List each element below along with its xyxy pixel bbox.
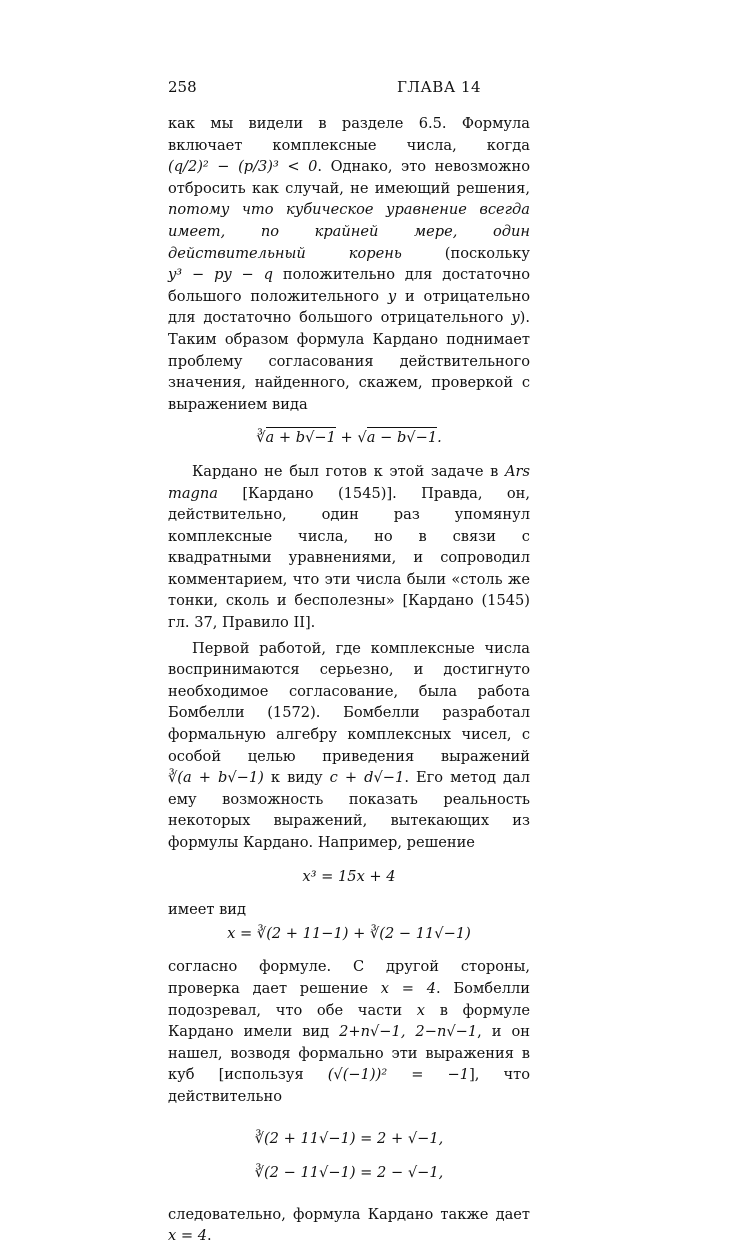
inline-formula: y (387, 287, 397, 305)
inline-formula: x = 4 (380, 979, 437, 997)
text-run: . (207, 1227, 212, 1245)
text-run: в формуле Кардано имели вид (168, 1001, 530, 1041)
inline-formula: 2+n√−1, 2−n√−1 (339, 1023, 478, 1041)
cube-root-sign: ∛ (256, 429, 266, 447)
formula-part: a − b (366, 429, 407, 447)
paragraph-2 (168, 461, 530, 634)
text-run: ], что действительно (168, 1066, 530, 1105)
text-run: Первой работой, где комплексные числа воспринимаются серьезно, и достигнуто необходимое согласование, была работа Бомбелли (1572). Бомбелли разработал формальную алгебру комплексных чисел, с особой целью приведения выражений (168, 639, 530, 765)
text-run: [Кардано (1545)]. Правда, он, действительно, один раз упомянул комплексные числа, но в связи с квадратными уравнениями, и сопроводил комментарием, что эти числа были «столь же тонки, сколь и бесполезны» [Кардано (1545) гл. 37, Правило II]. (168, 484, 530, 632)
display-equation-3: x = ∛(2 + 11−1) + ∛(2 − 11√−1) (227, 924, 471, 942)
display-equation-2: x³ = 15x + 4 (302, 867, 396, 885)
text-run: согласно формуле. С другой стороны, проверка дает решение (168, 958, 530, 997)
display-equation-4: ∛(2 + 11√−1) = 2 + √−1, (254, 1129, 444, 1147)
inline-formula: ∛(a + b√−1) (168, 769, 264, 787)
text-run: и отрицательно для достаточно большого отрицательного (168, 287, 530, 327)
text-run: . Его метод дал ему возможность показать реальность некоторых выражений, вытекающих из формулы Кардано. Например, решение (168, 769, 530, 851)
formula-part: −1 (314, 429, 336, 447)
text-run: как мы видели в разделе 6.5. Формула включает комплексные числа, когда (168, 115, 530, 154)
text-run: положительно для достаточно большого положительного (168, 266, 530, 305)
paragraph-6 (168, 1204, 530, 1247)
paragraph-1 (168, 113, 530, 415)
text-run: , и он нашел, возводя формально эти выражения в куб [используя (168, 1023, 530, 1084)
paragraph-5 (168, 956, 530, 1107)
inline-formula: x (416, 1001, 426, 1019)
text-run: (поскольку (401, 244, 530, 262)
formula-part: −1 (415, 429, 438, 447)
inline-formula: y (511, 309, 520, 327)
inline-formula: x = 4 (168, 1227, 208, 1245)
inline-formula: y³ − py − q (168, 266, 273, 284)
paragraph-3 (168, 638, 530, 854)
page-body (168, 113, 530, 1247)
sqrt-sign: √ (305, 429, 315, 447)
radicand (266, 427, 336, 446)
text-run: к виду (263, 769, 330, 787)
formula-part: . (437, 429, 442, 447)
sqrt-sign: √ (406, 429, 416, 447)
paragraph-4: имеет вид (168, 901, 246, 919)
running-head: ГЛАВА 14 (397, 78, 482, 96)
inline-formula: (√(−1))² = −1 (327, 1066, 470, 1084)
text-run: . Однако, это невозможно отбросить как случай, не имеющий решения, (168, 158, 531, 197)
page-number: 258 (168, 78, 197, 96)
radicand (367, 427, 437, 446)
inline-formula: (q/2)² − (p/3)³ < 0 (168, 158, 318, 176)
text-run: следовательно, формула Кардано также дает (168, 1205, 530, 1223)
text-run: Кардано не был готов к этой задаче в (192, 462, 505, 480)
sqrt-sign: + √ (335, 429, 367, 447)
page-header (168, 78, 530, 98)
display-equation-group (168, 1122, 530, 1190)
display-equation-1 (168, 427, 530, 449)
text-run: ). Таким образом формула Кардано поднимает проблему согласования действительного значения, найденного, скажем, проверкой с выражением вида (168, 309, 530, 413)
book-title: Ars magna (168, 462, 530, 502)
inline-formula: c + d√−1 (329, 769, 405, 787)
display-equation-5: ∛(2 − 11√−1) = 2 − √−1, (254, 1163, 444, 1181)
emphasized-text: потому что кубическое уравнение всегда имеет, по крайней мере, один действительный корень (168, 201, 530, 262)
formula-part: a + b (265, 429, 306, 447)
text-run: . Бомбелли подозревал, что обе части (168, 979, 530, 1019)
